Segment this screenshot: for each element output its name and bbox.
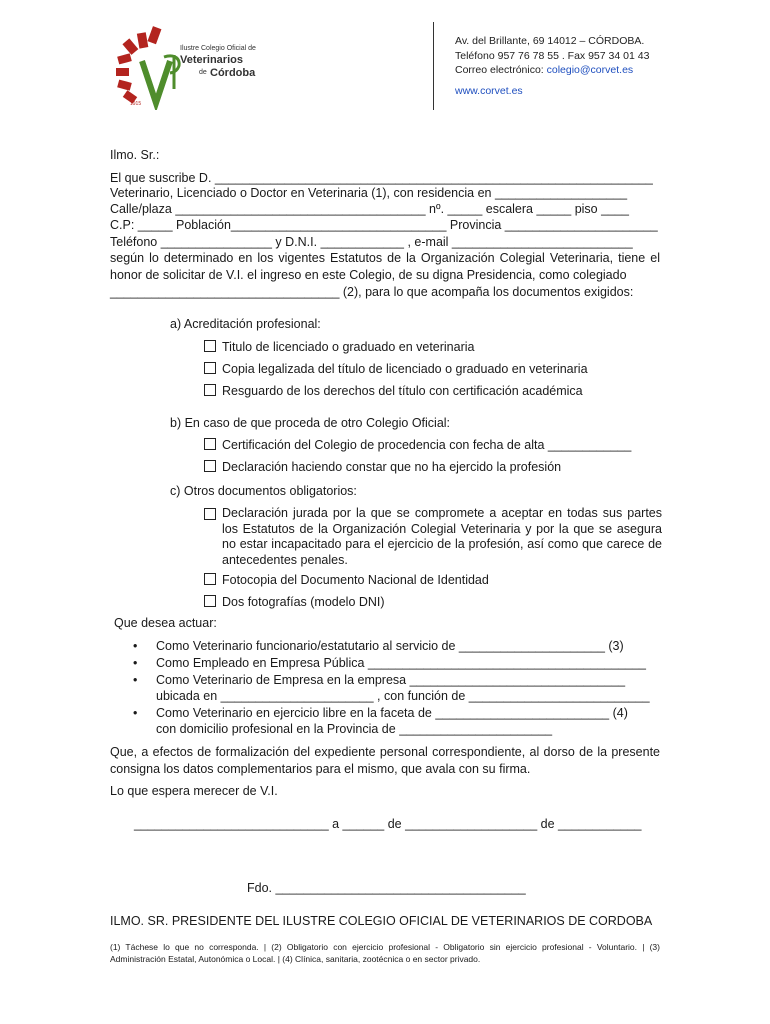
addressee: ILMO. SR. PRESIDENTE DEL ILUSTRE COLEGIO OFICIAL DE VETERINARIOS DE CORDOBA	[110, 914, 653, 928]
section-a-item-3[interactable]: Resguardo de los derechos del título con certificación académica	[204, 384, 583, 398]
actuar-option-1: Como Veterinario funcionario/estatutario al servicio de _____________________ (3)	[156, 639, 624, 653]
actuar-option-4-cont: con domicilio profesional en la Provincia de ______________________	[156, 722, 553, 736]
closing-paragraph: Que, a efectos de formalización del expediente personal correspondiente, al dorso de la presente consigna los datos complementarios para el mismo, que avala con su firma.	[110, 745, 660, 776]
actuar-option-3: Como Veterinario de Empresa en la empresa _______________________________	[156, 673, 626, 687]
section-b-item-1[interactable]: Certificación del Colegio de procedencia con fecha de alta ____________	[204, 438, 631, 452]
header-phone: Teléfono 957 76 78 55 . Fax 957 34 01 43	[455, 50, 650, 62]
svg-text:1915: 1915	[130, 101, 142, 107]
signature-line: Fdo. ____________________________________	[247, 881, 526, 895]
header-address: Av. del Brillante, 69 14012 – CÓRDOBA.	[455, 35, 645, 47]
email-label: Correo electrónico:	[455, 64, 547, 76]
college-logo	[112, 25, 262, 110]
actuar-option-3-cont: ubicada en ______________________ , con función de __________________________	[156, 689, 650, 703]
section-a-item-1[interactable]: Titulo de licenciado o graduado en veterinaria	[204, 340, 474, 354]
section-c-item-3[interactable]: Dos fotografías (modelo DNI)	[204, 595, 385, 609]
request-line: _________________________________ (2), para lo que acompaña los documentos exigidos:	[110, 285, 634, 299]
request-paragraph: según lo determinado en los vigentes Estatutos de la Organización Colegial Veterinaria, tiene el honor de solicitar de V.I. el ingreso en este Colegio, de su digna Presidencia, como colegiado	[110, 251, 660, 282]
checkbox[interactable]	[204, 508, 216, 520]
espera-line: Lo que espera merecer de V.I.	[110, 784, 278, 798]
salutation: Ilmo. Sr.:	[110, 148, 160, 162]
checkbox[interactable]	[204, 438, 216, 450]
checkbox[interactable]	[204, 460, 216, 472]
logo-city: Córdoba	[210, 67, 256, 79]
form-line-name: El que suscribe D. _______________________________________________________________	[110, 171, 653, 185]
form-line-street: Calle/plaza ____________________________________ nº. _____ escalera _____ piso ____	[110, 202, 629, 216]
section-a-title: a) Acreditación profesional:	[170, 317, 321, 331]
section-c-item-1[interactable]: Declaración jurada por la que se compromete a aceptar en todas sus partes los Estatutos de la Organización Colegial Veterinaria y por la que se asegura no estar incapacitado para el ejercicio de la profesión, así como que carece de antecedentes penales.	[204, 506, 662, 568]
logo-subtitle: Ilustre Colegio Oficial de	[180, 45, 256, 52]
section-b-item-2[interactable]: Declaración haciendo constar que no ha ejercido la profesión	[204, 460, 561, 474]
actuar-title: Que desea actuar:	[114, 616, 217, 630]
header-divider	[433, 22, 434, 110]
checkbox[interactable]	[204, 573, 216, 585]
header-email-line	[455, 63, 633, 78]
form-line-residence: Veterinario, Licenciado o Doctor en Veterinaria (1), con residencia en ___________________	[110, 186, 628, 200]
logo-de: de	[199, 69, 207, 76]
date-line: ____________________________ a ______ de ___________________ de ____________	[134, 817, 642, 831]
actuar-option-2: Como Empleado en Empresa Pública ________________________________________	[156, 656, 646, 670]
checkbox[interactable]	[204, 340, 216, 352]
bullet-icon: •	[133, 706, 138, 720]
section-c-title: c) Otros documentos obligatorios:	[170, 484, 357, 498]
form-line-phone: Teléfono ________________ y D.N.I. ____________ , e-mail __________________________	[110, 235, 633, 249]
section-b-title: b) En caso de que proceda de otro Colegio Oficial:	[170, 416, 451, 430]
website-link[interactable]: www.corvet.es	[455, 85, 523, 97]
checkbox[interactable]	[204, 384, 216, 396]
bullet-icon: •	[133, 673, 138, 687]
section-a-item-2[interactable]: Copia legalizada del título de licenciado o graduado en veterinaria	[204, 362, 588, 376]
form-line-postal: C.P: _____ Población_______________________________ Provincia ______________________	[110, 218, 658, 232]
checkbox[interactable]	[204, 595, 216, 607]
actuar-option-4: Como Veterinario en ejercicio libre en la faceta de _________________________ (4)	[156, 706, 628, 720]
bullet-icon: •	[133, 639, 138, 653]
bullet-icon: •	[133, 656, 138, 670]
footnotes: (1) Táchese lo que no corresponda. | (2) Obligatorio con ejercicio profesional - Obligatorio sin ejercicio profesional - Voluntario. | (3) Administración Estatal, Autonómica o Local. | (4) Clínica, sanitaria, zootécnica o en sector privado.	[110, 942, 660, 964]
checkbox[interactable]	[204, 362, 216, 374]
logo-title: Veterinarios	[180, 54, 243, 66]
section-c-item-2[interactable]: Fotocopia del Documento Nacional de Identidad	[204, 573, 489, 587]
email-link[interactable]: colegio@corvet.es	[546, 64, 634, 76]
